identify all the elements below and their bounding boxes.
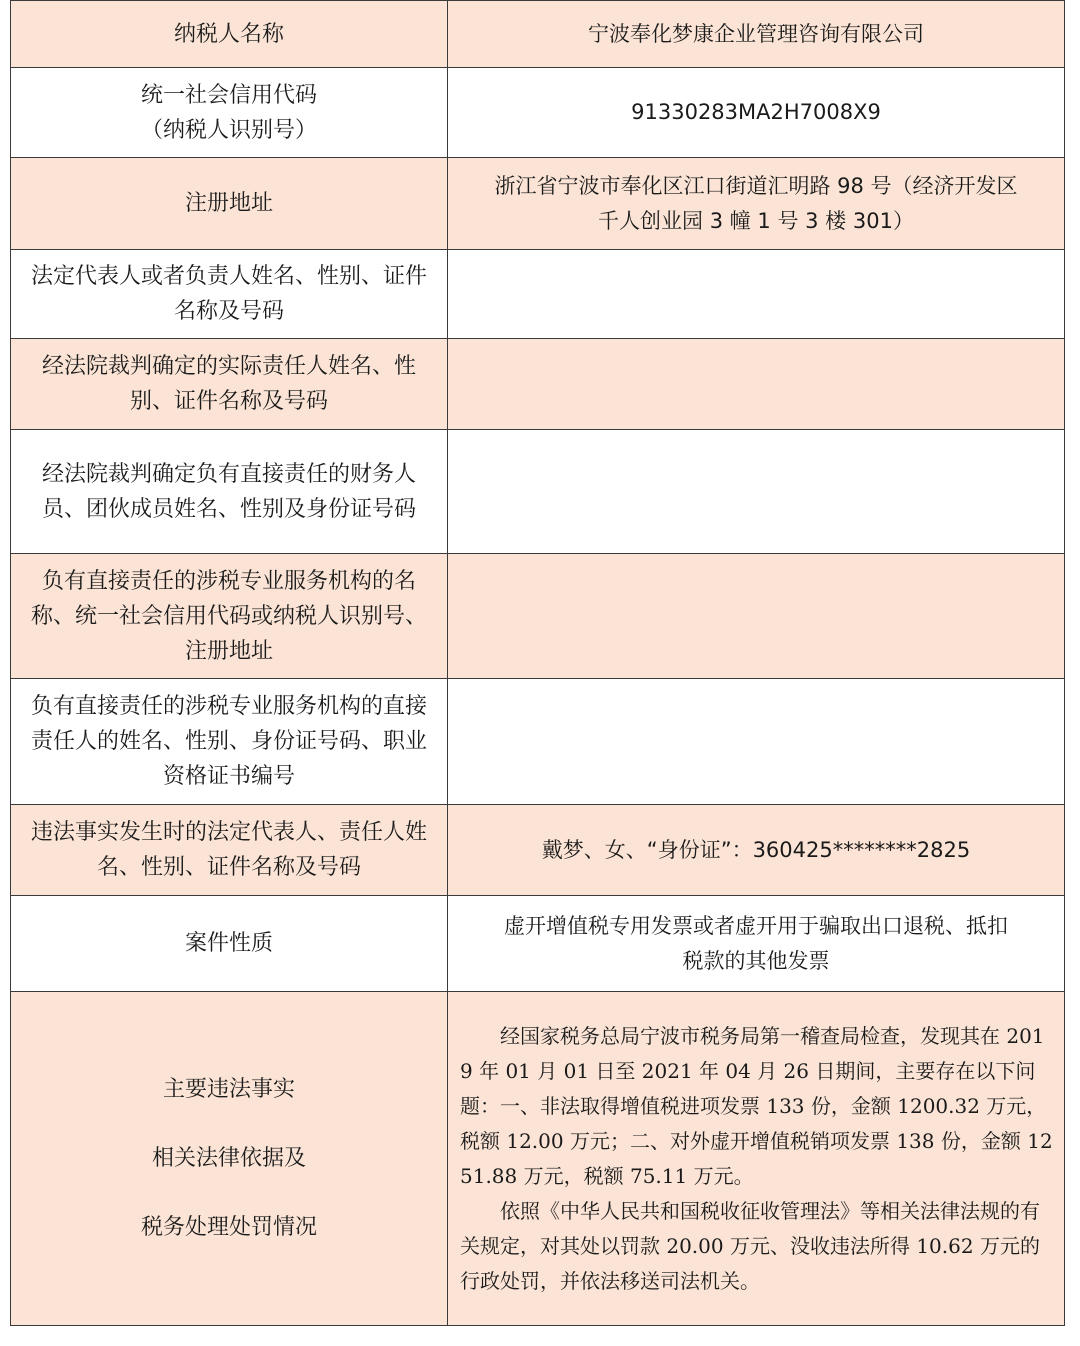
case-nature-value-line1: 虚开增值税专用发票或者虚开用于骗取出口退税、抵扣 xyxy=(504,913,1008,938)
row-legal-rep xyxy=(11,250,1065,339)
row-credit-code xyxy=(11,68,1065,158)
facts-paragraph-findings: 经国家税务总局宁波市税务局第一稽查局检查，发现其在 2019 年 01 月 01 日至 2021 年 04 月 26 日期间，主要存在以下问题：一、非法取得增值税进项发票 133 份，金额 1200.32 万元，税额 12.00 万元；二、对外虚开增值税销项发票 138 份，金额 1251.88 万元，税额 75.11 万元。 xyxy=(460,1023,1053,1188)
facts-label xyxy=(11,992,448,1326)
credit-code-label-line1: 统一社会信用代码 xyxy=(140,82,317,108)
address-value-line1: 浙江省宁波市奉化区江口街道汇明路 98 号（经济开发区 xyxy=(494,173,1018,198)
row-violation-rep xyxy=(11,805,1065,896)
address-value xyxy=(448,158,1065,250)
address-value-line2: 千人创业园 3 幢 1 号 3 楼 301） xyxy=(598,208,914,233)
credit-code-label xyxy=(11,68,448,158)
agency-value xyxy=(448,554,1065,679)
legal-rep-label: 法定代表人或者负责人姓名、性别、证件名称及号码 xyxy=(11,250,448,339)
tax-violation-info-table xyxy=(10,0,1065,1326)
violation-rep-label: 违法事实发生时的法定代表人、责任人姓名、性别、证件名称及号码 xyxy=(11,805,448,896)
agency-person-value xyxy=(448,679,1065,805)
case-nature-value xyxy=(448,896,1065,992)
row-case-nature xyxy=(11,896,1065,992)
facts-label-line3: 税务处理处罚情况 xyxy=(140,1215,317,1240)
violation-rep-value: 戴梦、女、“身份证”：360425********2825 xyxy=(448,805,1065,896)
actual-responsible-value xyxy=(448,339,1065,430)
row-taxpayer-name xyxy=(11,1,1065,68)
address-label: 注册地址 xyxy=(11,158,448,250)
case-nature-label: 案件性质 xyxy=(11,896,448,992)
facts-paragraph-penalty: 依照《中华人民共和国税收征收管理法》等相关法律法规的有关规定，对其处以罚款 20.00 万元、没收违法所得 10.62 万元的行政处罚，并依法移送司法机关。 xyxy=(460,1198,1040,1293)
taxpayer-name-label: 纳税人名称 xyxy=(11,1,448,68)
row-facts xyxy=(11,992,1065,1326)
row-agency-person xyxy=(11,679,1065,805)
credit-code-value: 91330283MA2H7008X9 xyxy=(448,68,1065,158)
row-agency xyxy=(11,554,1065,679)
case-nature-value-line2: 税款的其他发票 xyxy=(682,948,830,973)
credit-code-label-line2: （纳税人识别号） xyxy=(140,117,317,143)
row-actual-responsible xyxy=(11,339,1065,430)
facts-label-line1: 主要违法事实 xyxy=(162,1077,295,1102)
facts-narrative xyxy=(448,992,1065,1326)
agency-person-label: 负有直接责任的涉税专业服务机构的直接责任人的姓名、性别、身份证号码、职业资格证书编号 xyxy=(11,679,448,805)
legal-rep-value xyxy=(448,250,1065,339)
finance-staff-value xyxy=(448,430,1065,554)
facts-label-line2: 相关法律依据及 xyxy=(151,1146,306,1171)
agency-label: 负有直接责任的涉税专业服务机构的名称、统一社会信用代码或纳税人识别号、注册地址 xyxy=(11,554,448,679)
actual-responsible-label: 经法院裁判确定的实际责任人姓名、性别、证件名称及号码 xyxy=(11,339,448,430)
row-finance-staff xyxy=(11,430,1065,554)
finance-staff-label: 经法院裁判确定负有直接责任的财务人员、团伙成员姓名、性别及身份证号码 xyxy=(11,430,448,554)
row-address xyxy=(11,158,1065,250)
taxpayer-name-value: 宁波奉化梦康企业管理咨询有限公司 xyxy=(448,1,1065,68)
